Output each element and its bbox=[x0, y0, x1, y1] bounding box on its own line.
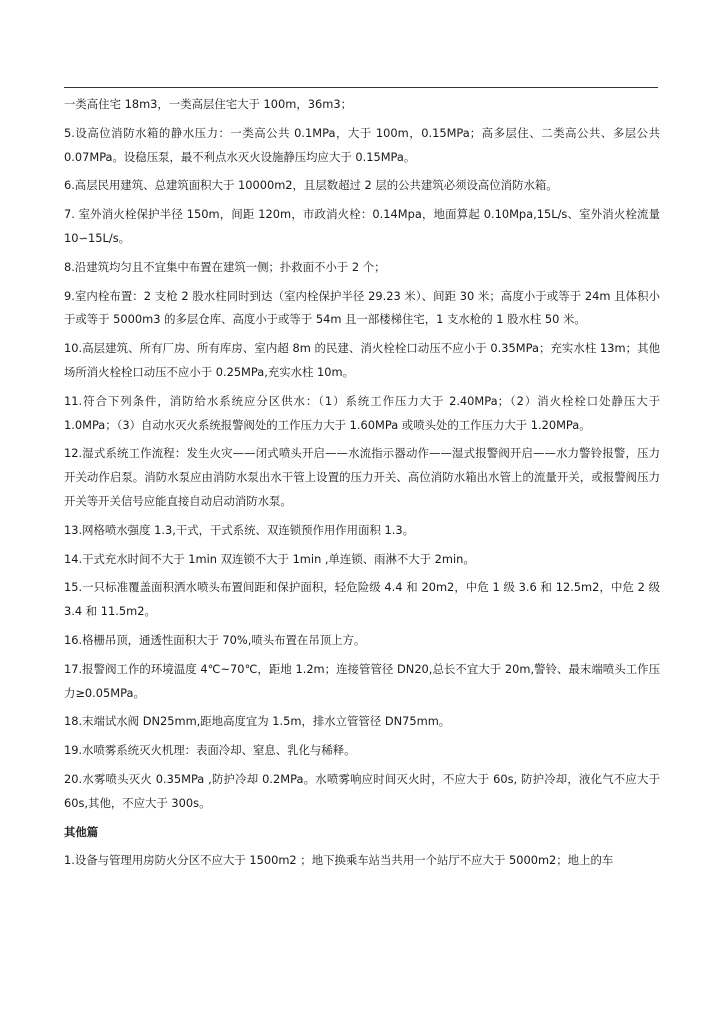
paragraph: 11.符合下列条件，消防给水系统应分区供水：（1）系统工作压力大于 2.40MPa；（2）消火栓栓口处静压大于 1.0MPa；（3）自动水灭火系统报警阀处的工作压力大于 1.60MPa 或喷头处的工作压力大于 1.20MPa。 bbox=[64, 393, 660, 432]
paragraph: 17.报警阀工作的环境温度 4℃~70℃，距地 1.2m；连接管管径 DN20,总长不宜大于 20m,警铃、最末端喷头工作压力≥0.05MPa。 bbox=[64, 661, 660, 700]
paragraph: 18.末端试水阀 DN25mm,距地高度宜为 1.5m，排水立管管径 DN75mm。 bbox=[64, 714, 451, 729]
paragraph: 16.格栅吊顶，通透性面积大于 70%,喷头布置在吊顶上方。 bbox=[64, 632, 366, 647]
header-rule bbox=[64, 87, 658, 88]
paragraph: 19.水喷雾系统灭火机理：表面冷却、窒息、乳化与稀释。 bbox=[64, 743, 356, 758]
paragraph: 14.干式充水时间不大于 1min 双连锁不大于 1min ,单连锁、雨淋不大于 2min。 bbox=[64, 551, 475, 566]
paragraph: 12.湿式系统工作流程：发生火灾——闭式喷头开启——水流指示器动作——湿式报警阀开启——水力警铃报警，压力开关动作启泵。消防水泵应由消防水泵出水干管上设置的压力开关、高位消防水箱出水管上的流量开关，或报警阀压力开关等开关信号应能直接自动启动消防水泵。 bbox=[64, 446, 660, 508]
paragraph: 13.网格喷水强度 1.3,干式，干式系统、双连锁预作用作用面积 1.3。 bbox=[64, 522, 414, 537]
paragraph: 20.水雾喷头灭火 0.35MPa ,防护冷却 0.2MPa。水喷雾响应时间灭火时，不应大于 60s, 防护冷却，液化气不应大于 60s,其他，不应大于 300s。 bbox=[64, 771, 660, 810]
paragraph: 9.室内栓布置：2 支枪 2 股水柱同时到达（室内栓保护半径 29.23 米）、间距 30 米；高度小于或等于 24m 且体积小于或等于 5000m3 的多层仓库、高度小于或等于 54m 且一部楼梯住宅，1 支水枪的 1 股水柱 50 米。 bbox=[64, 288, 660, 327]
paragraph: 15.一只标准覆盖面积洒水喷头布置间距和保护面积，轻危险级 4.4 和 20m2，中危 1 级 3.6 和 12.5m2，中危 2 级 3.4 和 11.5m2。 bbox=[64, 580, 660, 619]
paragraph: 8.沿建筑均匀且不宜集中布置在建筑一侧；扑救面不小于 2 个； bbox=[64, 259, 386, 274]
paragraph: 1.设备与管理用房防火分区不应大于 1500m2 ；地下换乘车站当共用一个站厅不应大于 5000m2；地上的车 bbox=[64, 853, 614, 868]
paragraph: 7. 室外消火栓保护半径 150m，间距 120m，市政消火栓：0.14Mpa，地面算起 0.10Mpa,15L/s、室外消火栓流量 10∽15L/s。 bbox=[64, 207, 660, 245]
paragraph: 5.设高位消防水箱的静水压力：一类高公共 0.1MPa，大于 100m，0.15MPa；高多层住、二类高公共、多层公共 0.07MPa。设稳压泵，最不利点水灭火设施静压均应大于 0.15MPa。 bbox=[64, 125, 660, 164]
section-heading: 其他篇 bbox=[64, 824, 99, 839]
paragraph: 一类高住宅 18m3，一类高层住宅大于 100m，36m3； bbox=[64, 97, 353, 111]
document-body bbox=[64, 93, 660, 873]
paragraph: 6.高层民用建筑、总建筑面积大于 10000m2，且层数超过 2 层的公共建筑必须设高位消防水箱。 bbox=[64, 178, 558, 193]
paragraph: 10.高层建筑、所有厂房、所有库房、室内超 8m 的民建、消火栓栓口动压不应小于 0.35MPa；充实水柱 13m；其他场所消火栓栓口动压不应小于 0.25MPa,充实水柱 10m。 bbox=[64, 341, 660, 379]
